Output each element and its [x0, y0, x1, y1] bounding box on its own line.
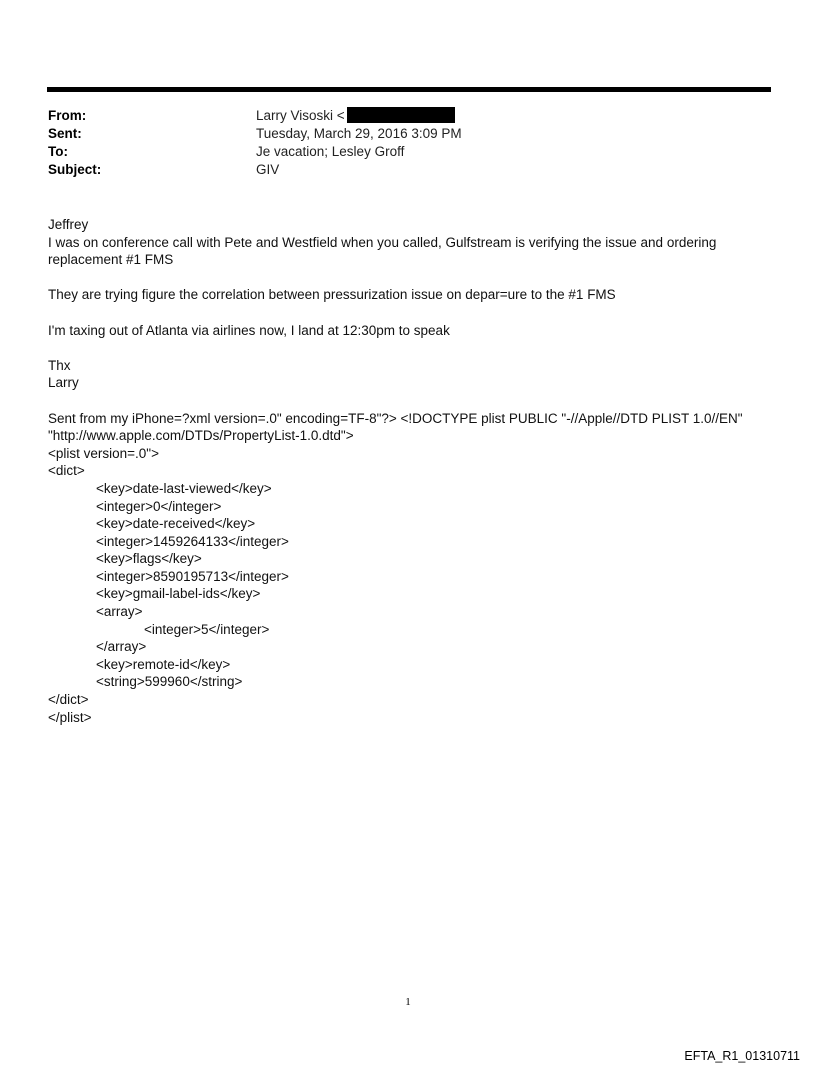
plist-line: <key>flags</key>: [96, 551, 202, 567]
header-rule: [47, 87, 771, 92]
paragraph-1: I was on conference call with Pete and Westfield when you called, Gulfstream is verifying the issue and ordering replacement #1 FMS: [48, 234, 721, 268]
plist-line: <key>gmail-label-ids</key>: [96, 586, 261, 602]
plist-line: <integer>5</integer>: [144, 621, 270, 637]
plist-line: <key>remote-id</key>: [96, 656, 231, 672]
plist-line: <integer>0</integer>: [96, 498, 222, 514]
bates-number: EFTA_R1_01310711: [684, 1049, 800, 1063]
redaction-box: [347, 107, 455, 123]
plist-line: <integer>1459264133</integer>: [96, 533, 289, 549]
to-value: Je vacation; Lesley Groff: [256, 144, 405, 159]
from-value: [256, 107, 455, 125]
salutation: Jeffrey: [48, 217, 89, 232]
sent-label: Sent:: [48, 126, 82, 141]
paragraph-3: I'm taxing out of Atlanta via airlines now, I land at 12:30pm to speak: [48, 322, 450, 338]
sent-value: Tuesday, March 29, 2016 3:09 PM: [256, 126, 462, 141]
paragraph-2: They are trying figure the correlation between pressurization issue on depar=ure to the #1 FMS: [48, 287, 616, 303]
plist-line: <key>date-last-viewed</key>: [96, 480, 272, 496]
plist-open: <plist version=.0">: [48, 445, 159, 461]
plist-line: <integer>8590195713</integer>: [96, 568, 289, 584]
dict-close: </dict>: [48, 692, 89, 708]
thanks-line: Thx: [48, 357, 71, 373]
plist-line: <key>date-received</key>: [96, 516, 256, 532]
signature-name: Larry: [48, 375, 79, 391]
plist-close: </plist>: [48, 709, 92, 725]
sender-name: Larry Visoski <: [256, 108, 345, 123]
dict-open: <dict>: [48, 463, 85, 479]
subject-value: GIV: [256, 162, 280, 177]
email-body: [48, 216, 768, 726]
plist-line: <string>599960</string>: [96, 674, 243, 690]
plist-line: </array>: [96, 639, 147, 655]
page-number: 1: [405, 996, 411, 1008]
subject-label: Subject:: [48, 162, 102, 177]
from-label: From:: [48, 108, 87, 123]
plist-line: <array>: [96, 604, 143, 620]
sent-from-line: Sent from my iPhone=?xml version=.0" encoding=TF-8"?> <!DOCTYPE plist PUBLIC "-//Apple//DTD PLIST 1.0//EN" "http://www.apple.com/DTDs/PropertyList-1.0.dtd">: [48, 410, 747, 444]
to-label: To:: [48, 144, 68, 159]
